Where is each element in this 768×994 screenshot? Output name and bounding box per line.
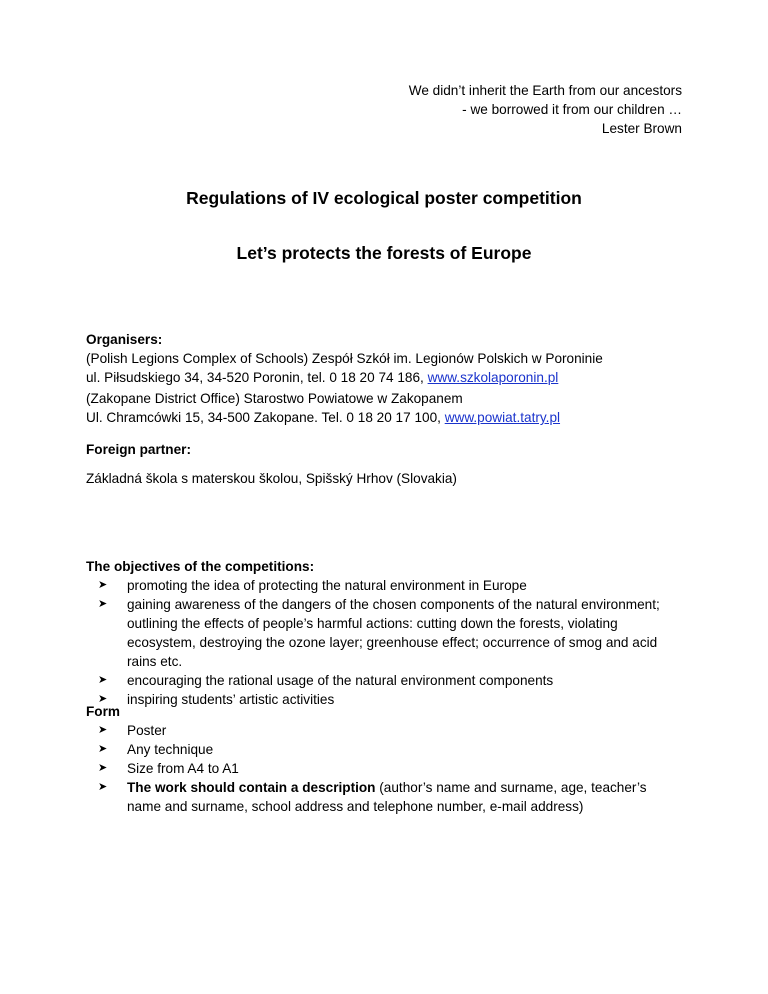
- organiser-1-address-text: ul. Piłsudskiego 34, 34-520 Poronin, tel. 0 18 20 74 186,: [86, 370, 428, 385]
- partner-heading: Foreign partner:: [86, 442, 191, 457]
- objectives-section: [86, 557, 676, 709]
- list-item: ➤ gaining awareness of the dangers of the chosen components of the natural environment; outlining the effects of people’s harmful actions: cutting down the forests, violating ecosystem, destroying the ozone layer; greenhouse effect; occurrence of smog and acid rains etc.: [98, 597, 660, 669]
- list-item: ➤ encouraging the rational usage of the natural environment components: [98, 673, 554, 688]
- arrowhead-bullet-icon: ➤: [98, 781, 108, 793]
- organiser-2-name: (Zakopane District Office) Starostwo Powiatowe w Zakopanem: [86, 391, 463, 406]
- arrowhead-bullet-icon: ➤: [98, 598, 108, 610]
- quote-line-2: - we borrowed it from our children …: [462, 102, 682, 117]
- list-item: ➤ Poster: [98, 723, 167, 738]
- form-section: [86, 702, 676, 816]
- quote-author: Lester Brown: [601, 121, 682, 136]
- page-subtitle: Let’s protects the forests of Europe: [236, 243, 532, 263]
- form-heading: Form: [86, 704, 120, 719]
- organiser-2-website-link[interactable]: www.powiat.tatry.pl: [444, 410, 561, 425]
- arrowhead-bullet-icon: ➤: [98, 693, 108, 705]
- organiser-1-address: [86, 368, 686, 387]
- list-item: [98, 778, 676, 816]
- partner-name: Základná škola s materskou školou, Spišský Hrhov (Slovakia): [86, 471, 457, 486]
- description-requirement-details: (author’s name and surname, age, teacher’s name and surname, school address and telephone number, e-mail address): [127, 780, 647, 814]
- organisers-section: [86, 330, 686, 387]
- objectives-list: [86, 576, 676, 709]
- quote-line-1: We didn’t inherit the Earth from our ancestors: [408, 83, 682, 98]
- arrowhead-bullet-icon: ➤: [98, 674, 108, 686]
- objectives-heading: The objectives of the competitions:: [86, 559, 315, 574]
- arrowhead-bullet-icon: ➤: [98, 579, 108, 591]
- list-item: ➤ inspiring students’ artistic activities: [98, 692, 335, 707]
- organiser-2-address: [86, 408, 686, 427]
- arrowhead-bullet-icon: ➤: [98, 762, 108, 774]
- partner-section: [86, 440, 686, 459]
- organisers-heading: Organisers:: [86, 332, 163, 347]
- organiser-2-address-text: Ul. Chramcówki 15, 34-500 Zakopane. Tel. 0 18 20 17 100,: [86, 410, 445, 425]
- arrowhead-bullet-icon: ➤: [98, 743, 108, 755]
- organiser-2-block: [86, 389, 686, 427]
- page-title: Regulations of IV ecological poster competition: [186, 188, 582, 208]
- arrowhead-bullet-icon: ➤: [98, 724, 108, 736]
- list-item: ➤ Size from A4 to A1: [98, 761, 239, 776]
- list-item: ➤ Any technique: [98, 742, 214, 757]
- list-item: ➤ promoting the idea of protecting the natural environment in Europe: [98, 578, 527, 593]
- epigraph-quote: [409, 81, 682, 138]
- partner-name-block: [86, 469, 686, 488]
- organiser-1-website-link[interactable]: www.szkolaporonin.pl: [427, 370, 559, 385]
- form-list: [86, 721, 676, 816]
- description-requirement-bold: The work should contain a description: [127, 780, 376, 795]
- organiser-1-name: (Polish Legions Complex of Schools) Zespół Szkół im. Legionów Polskich w Poroninie: [86, 351, 603, 366]
